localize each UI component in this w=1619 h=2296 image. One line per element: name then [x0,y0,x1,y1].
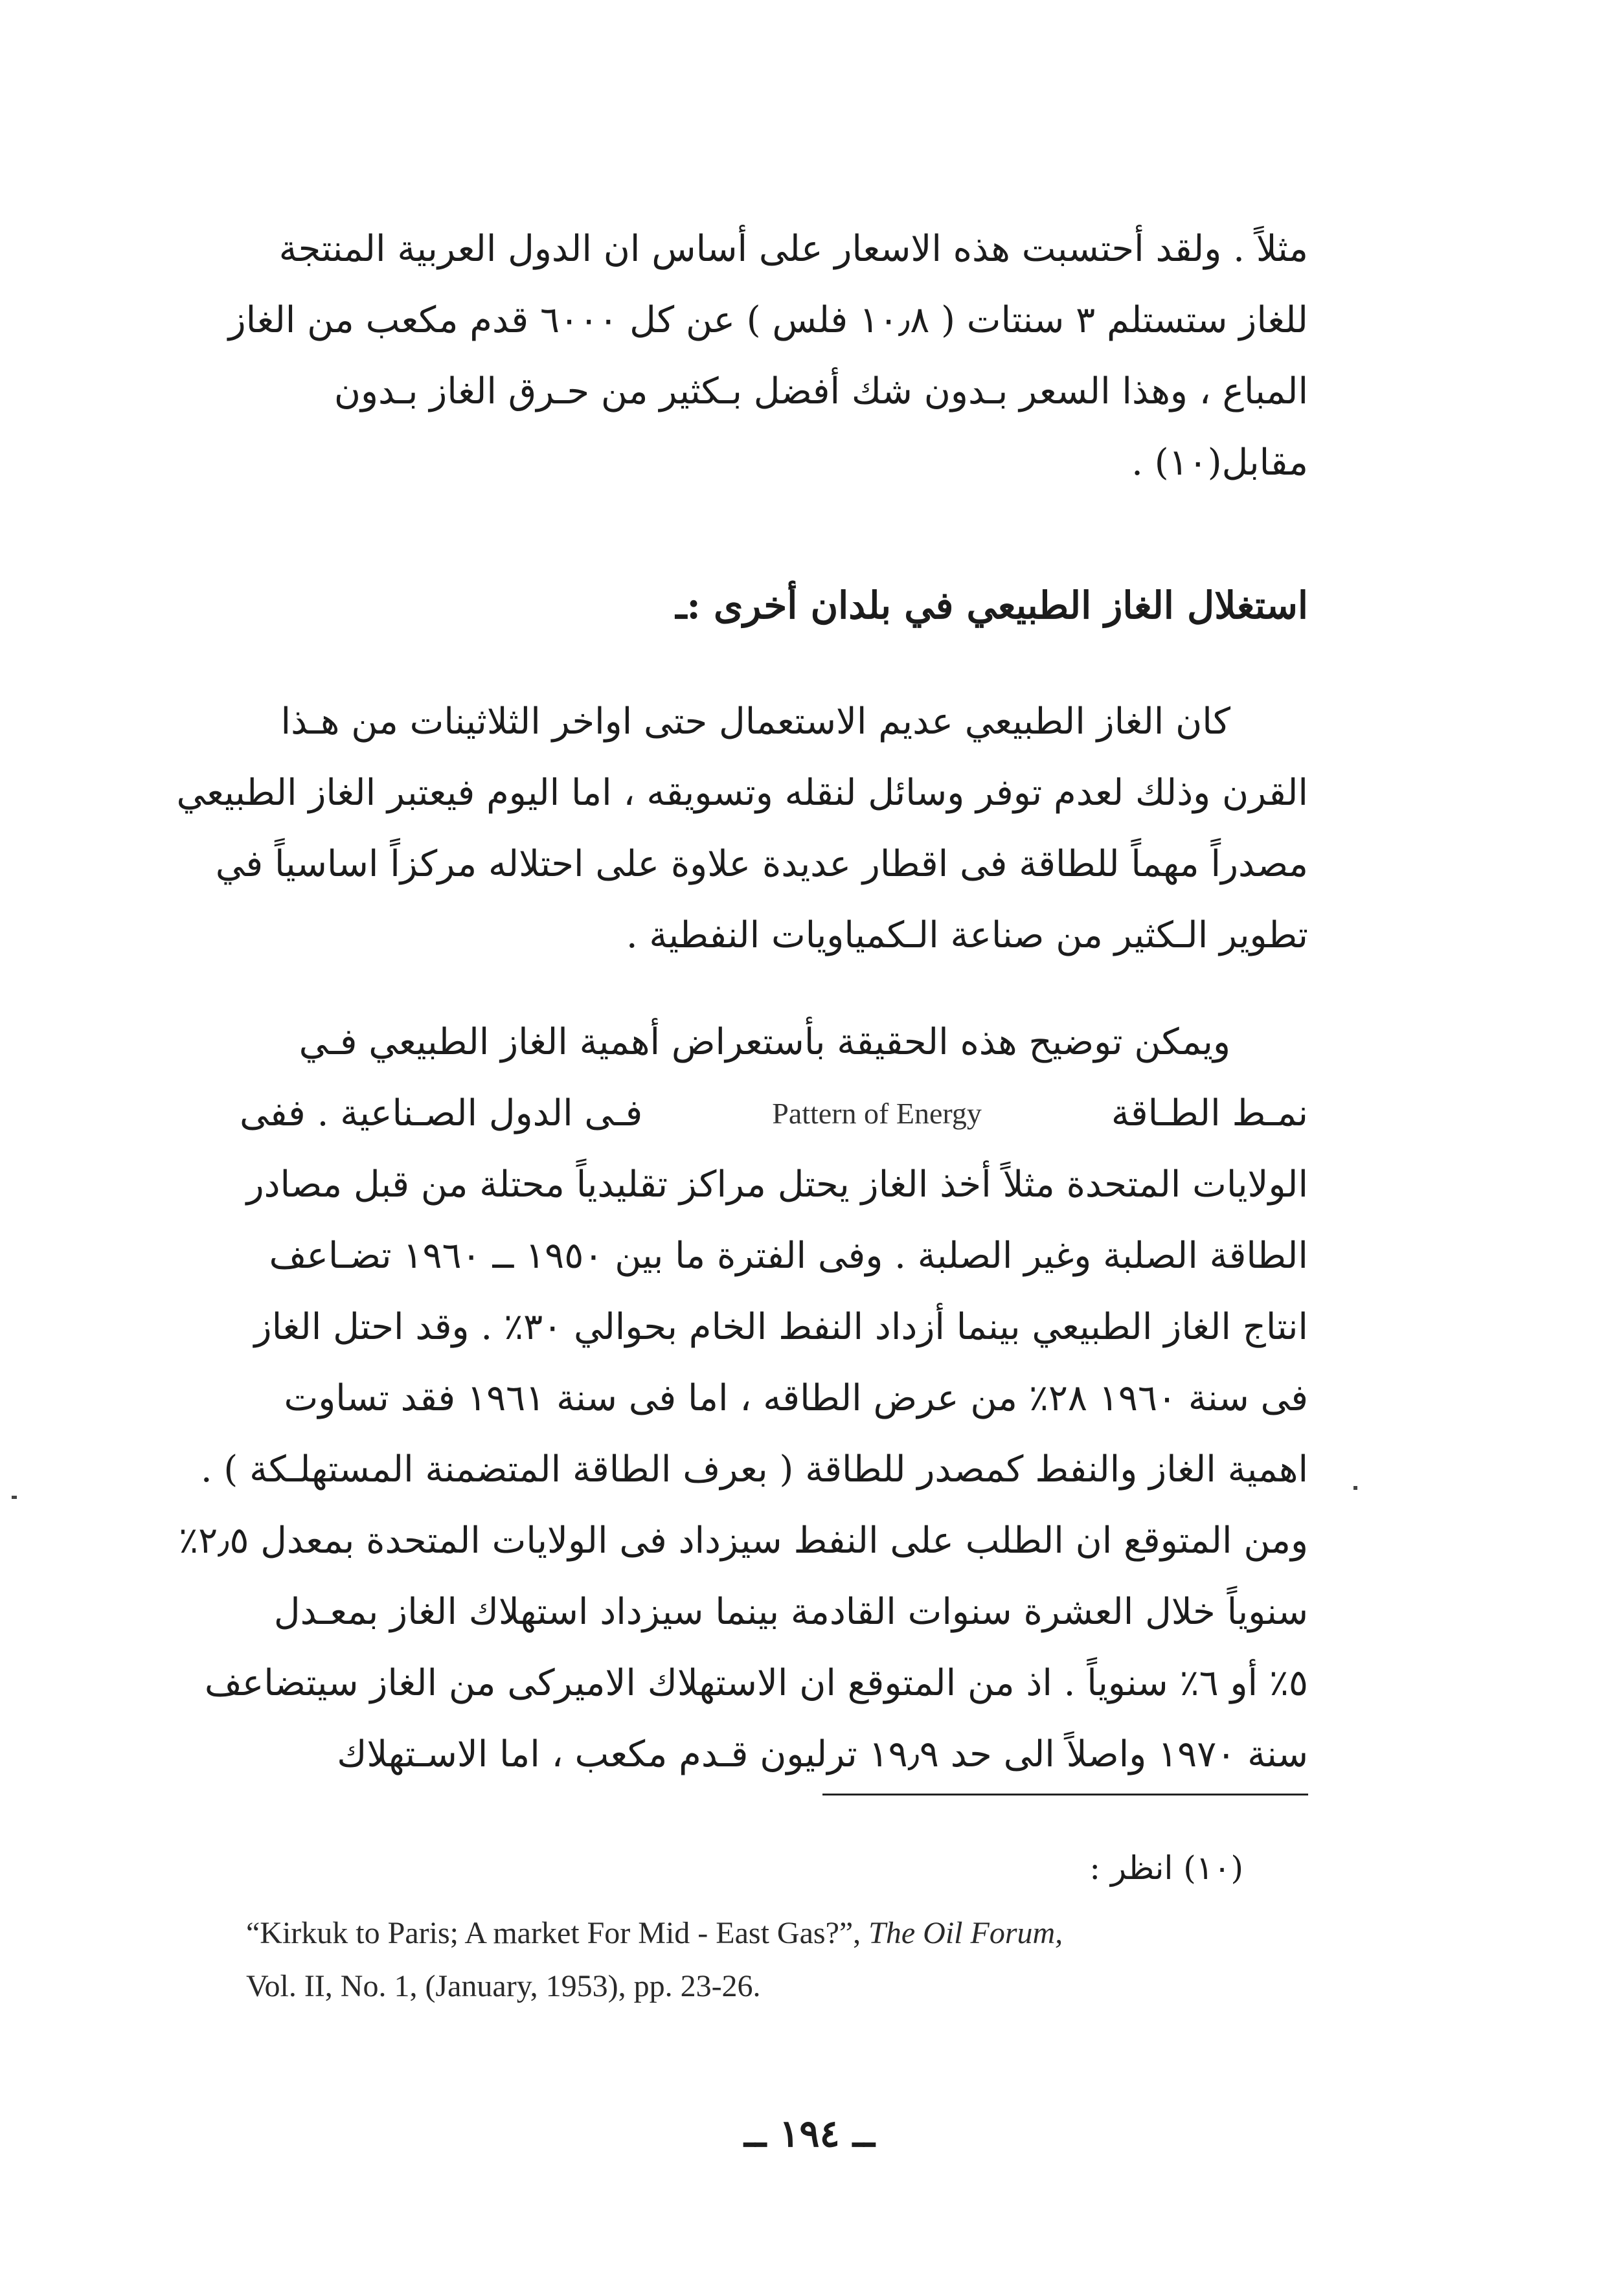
text-line: سنوياً خلال العشرة سنوات القادمة بينما سيزداد استهلاك الغاز بمعـدل [273,1591,1308,1633]
citation-line [246,1907,1315,1960]
page-number: ــ ١٩٤ ــ [744,2111,875,2155]
citation-title: “Kirkuk to Paris; A market For Mid - East Gas?”, [246,1916,861,1950]
text-line: اهمية الغاز والنفط كمصدر للطاقة ( بعرف الطاقة المتضمنة المستهلـكة ) . [200,1448,1308,1491]
paragraph-natural-gas-history [176,686,1308,971]
footnote-marker: (١٠) انظر : [1089,1849,1243,1887]
text-line: ٥٪ أو ٦٪ سنوياً . اذ من المتوقع ان الاستهلاك الاميركى من الغاز سيتضاعف [204,1662,1308,1704]
text-line: كان الغاز الطبيعي عديم الاستعمال حتى اواخر الثلاثينات من هـذا [280,701,1230,743]
text-line: الولايات المتحدة مثلاً أخذ الغاز يحتل مراكز تقليدياً محتلة من قبل مصادر [246,1164,1308,1206]
text-segment: نمـط الطـاقة [1111,1092,1308,1134]
citation-line: Vol. II, No. 1, (January, 1953), pp. 23-26. [246,1969,761,2003]
paragraph-industrial-energy [179,1007,1308,1790]
citation-journal: The Oil Forum, [868,1916,1063,1950]
section-heading: استغلال الغاز الطبيعي في بلدان أخرى :ـ [675,583,1308,627]
margin-mark [12,1496,17,1499]
text-line: القرن وذلك لعدم توفر وسائل لنقله وتسويقه ، اما اليوم فيعتبر الغاز الطبيعي [176,772,1308,814]
text-line-with-latin [240,1078,1308,1149]
text-line: انتاج الغاز الطبيعي بينما أزداد النفط الخام بحوالي ٣٠٪ . وقد احتل الغاز [254,1306,1308,1348]
footnote-divider [822,1794,1308,1795]
text-line: مصدراً مهماً للطاقة فى اقطار عديدة علاوة على احتلاله مركزاً اساسياً في [215,843,1308,885]
latin-term: Pattern of Energy [772,1097,982,1130]
text-line: الطاقة الصلبة وغير الصلبة . وفى الفترة ما بين ١٩٥٠ ــ ١٩٦٠ تضـاعف [269,1235,1308,1277]
margin-mark [1353,1486,1357,1490]
text-line: فى سنة ١٩٦٠ ٢٨٪ من عرض الطاقه ، اما فى سنة ١٩٦١ فقد تساوت [284,1377,1308,1419]
text-line: ويمكن توضيح هذه الحقيقة بأستعراض أهمية الغاز الطبيعي فـي [299,1021,1230,1063]
text-line: ومن المتوقع ان الطلب على النفط سيزداد فى الولايات المتحدة بمعدل ٢٫٥٪ [179,1520,1308,1562]
footnote-citation [246,1907,1315,2013]
text-line: المباع ، وهذا السعر بـدون شك أفضل بـكثير من حـرق الغاز بـدون [334,370,1308,412]
text-line: للغاز ستستلم ٣ سنتات ( ١٠٫٨ فلس ) عن كل ٦٠٠٠ قدم مكعب من الغاز [228,299,1308,341]
intro-paragraph [228,214,1308,499]
text-line: مقابل(١٠) . [1131,442,1308,484]
text-line: مثلاً . ولقد أحتسبت هذه الاسعار على أساس ان الدول العربية المنتجة [278,228,1308,270]
text-segment: فـى الدول الصـناعية . ففى [240,1092,643,1134]
text-line: سنة ١٩٧٠ واصلاً الى حد ١٩٫٩ ترليون قـدم مكعب ، اما الاسـتهلاك [337,1733,1308,1775]
text-line: تطوير الـكثير من صناعة الـكمياويات النفطية . [626,914,1308,956]
